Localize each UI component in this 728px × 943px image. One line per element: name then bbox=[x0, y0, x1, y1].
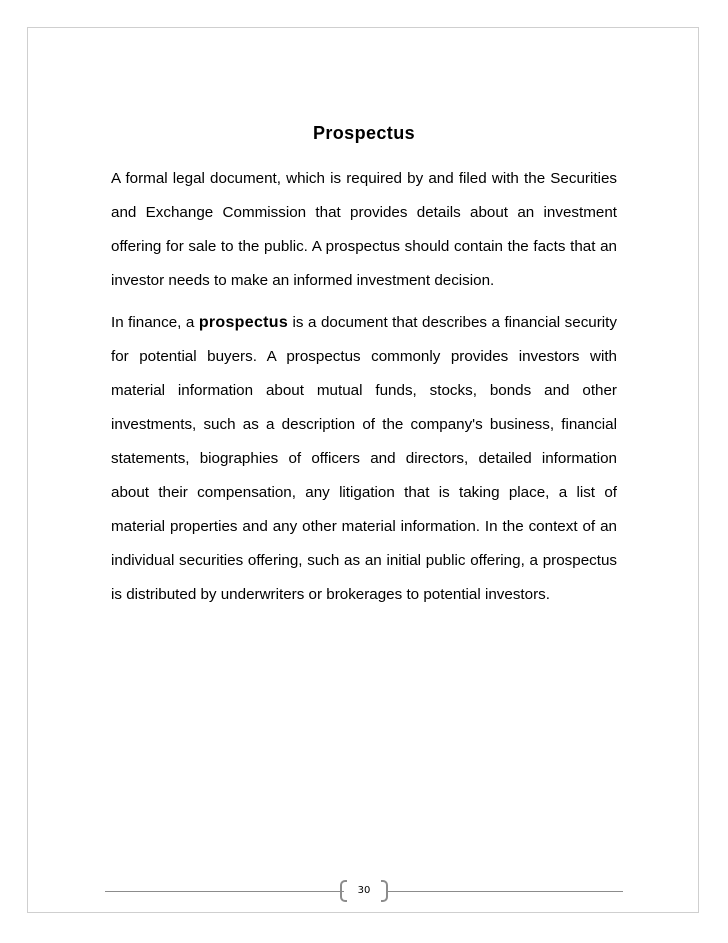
page-number: 30 bbox=[357, 885, 371, 896]
paragraph-finance-start: In finance, a bbox=[111, 314, 199, 331]
bold-term-prospectus: prospectus bbox=[198, 314, 289, 331]
page-title: Prospectus bbox=[312, 123, 416, 143]
paragraph-finance bbox=[111, 306, 617, 612]
paragraph-finance-rest: is a document that describes a financial security for potential buyers. A prospectus commonly provides investors with material information about mutual funds, stocks, bonds and other investments, such as a description of the company's business, financial statements, biographies of officers and directors, detailed information about their compensation, any litigation that is taking place, a list of material properties and any other material information. In the context of an individual securities offering, such as an initial public offering, a prospectus is distributed by underwriters or brokerages to potential investors. bbox=[111, 314, 617, 603]
paragraph-definition: A formal legal document, which is required by and filed with the Securities and Exchange Commission that provides details about an investment offering for sale to the public. A prospectus should contain the facts that an investor needs to make an informed investment decision. bbox=[111, 170, 617, 289]
page-number-bracket-left bbox=[340, 880, 347, 902]
page-number-bracket-right bbox=[381, 880, 388, 902]
footer-rule-left bbox=[105, 891, 344, 892]
document-body bbox=[111, 118, 617, 620]
footer-rule-right bbox=[388, 891, 623, 892]
